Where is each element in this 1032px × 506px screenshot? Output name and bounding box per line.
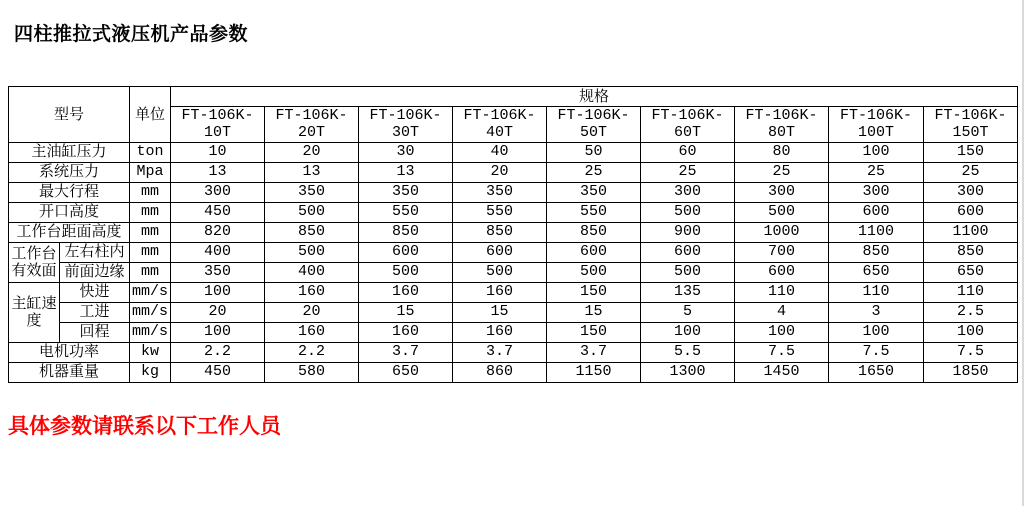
row-label-front-edge: 前面边缘 (60, 262, 130, 282)
value-cell: 100 (171, 322, 265, 342)
row-label-work-advance: 工进 (60, 302, 130, 322)
value-cell: 500 (359, 262, 453, 282)
value-cell: 5 (641, 302, 735, 322)
value-cell: 160 (359, 282, 453, 302)
value-cell: 10 (171, 142, 265, 162)
value-cell: 820 (171, 222, 265, 242)
value-cell: 13 (265, 162, 359, 182)
model-column-header: FT-106K-60T (641, 107, 735, 143)
row-label-return-stroke: 回程 (60, 322, 130, 342)
value-cell: 20 (265, 302, 359, 322)
header-unit: 单位 (130, 87, 171, 143)
value-cell: 100 (735, 322, 829, 342)
value-cell: 110 (829, 282, 924, 302)
table-row (9, 202, 1018, 222)
value-cell: 3.7 (547, 342, 641, 362)
value-cell: 550 (359, 202, 453, 222)
value-cell: 30 (359, 142, 453, 162)
value-cell: 40 (453, 142, 547, 162)
value-cell: 400 (265, 262, 359, 282)
value-cell: 160 (265, 282, 359, 302)
unit-cell: Mpa (130, 162, 171, 182)
value-cell: 500 (265, 242, 359, 262)
value-cell: 600 (453, 242, 547, 262)
value-cell: 300 (171, 182, 265, 202)
value-cell: 450 (171, 202, 265, 222)
model-column-header: FT-106K-20T (265, 107, 359, 143)
value-cell: 500 (265, 202, 359, 222)
table-row (9, 182, 1018, 202)
unit-cell: mm (130, 222, 171, 242)
value-cell: 900 (641, 222, 735, 242)
row-label-main-oil-cylinder-pressure: 主油缸压力 (9, 142, 130, 162)
value-cell: 25 (924, 162, 1018, 182)
table-row (9, 342, 1018, 362)
value-cell: 80 (735, 142, 829, 162)
value-cell: 400 (171, 242, 265, 262)
unit-cell: mm (130, 202, 171, 222)
value-cell: 600 (359, 242, 453, 262)
value-cell: 550 (453, 202, 547, 222)
value-cell: 300 (641, 182, 735, 202)
row-label-motor-power: 电机功率 (9, 342, 130, 362)
model-column-header: FT-106K-100T (829, 107, 924, 143)
value-cell: 160 (265, 322, 359, 342)
row-label-worktable-surface-height: 工作台距面高度 (9, 222, 130, 242)
value-cell: 160 (453, 322, 547, 342)
value-cell: 600 (735, 262, 829, 282)
value-cell: 25 (547, 162, 641, 182)
value-cell: 350 (547, 182, 641, 202)
value-cell: 13 (359, 162, 453, 182)
value-cell: 1100 (924, 222, 1018, 242)
value-cell: 850 (453, 222, 547, 242)
value-cell: 100 (641, 322, 735, 342)
row-label-machine-weight: 机器重量 (9, 362, 130, 382)
model-column-header: FT-106K-50T (547, 107, 641, 143)
value-cell: 1000 (735, 222, 829, 242)
value-cell: 3 (829, 302, 924, 322)
value-cell: 4 (735, 302, 829, 322)
value-cell: 15 (547, 302, 641, 322)
value-cell: 500 (641, 202, 735, 222)
unit-cell: mm (130, 182, 171, 202)
value-cell: 100 (924, 322, 1018, 342)
value-cell: 100 (829, 322, 924, 342)
value-cell: 1650 (829, 362, 924, 382)
model-column-header: FT-106K-30T (359, 107, 453, 143)
value-cell: 15 (453, 302, 547, 322)
value-cell: 600 (547, 242, 641, 262)
table-row (9, 322, 1018, 342)
value-cell: 500 (735, 202, 829, 222)
value-cell: 160 (453, 282, 547, 302)
table-row (9, 302, 1018, 322)
value-cell: 25 (829, 162, 924, 182)
value-cell: 650 (829, 262, 924, 282)
spec-table (8, 86, 1018, 383)
value-cell: 1450 (735, 362, 829, 382)
model-column-header: FT-106K-40T (453, 107, 547, 143)
value-cell: 550 (547, 202, 641, 222)
value-cell: 110 (735, 282, 829, 302)
page-title: 四柱推拉式液压机产品参数 (14, 24, 249, 45)
value-cell: 1850 (924, 362, 1018, 382)
unit-cell: kw (130, 342, 171, 362)
value-cell: 20 (453, 162, 547, 182)
value-cell: 15 (359, 302, 453, 322)
group-label-main-cylinder-speed: 主缸速度 (9, 282, 60, 342)
unit-cell: mm/s (130, 322, 171, 342)
contact-note: 具体参数请联系以下工作人员 (8, 415, 281, 438)
value-cell: 650 (359, 362, 453, 382)
value-cell: 7.5 (735, 342, 829, 362)
value-cell: 300 (829, 182, 924, 202)
row-label-fast-advance: 快进 (60, 282, 130, 302)
value-cell: 600 (829, 202, 924, 222)
value-cell: 20 (265, 142, 359, 162)
value-cell: 150 (547, 322, 641, 342)
table-row (9, 242, 1018, 262)
value-cell: 20 (171, 302, 265, 322)
value-cell: 160 (359, 322, 453, 342)
value-cell: 25 (641, 162, 735, 182)
value-cell: 2.5 (924, 302, 1018, 322)
row-label-system-pressure: 系统压力 (9, 162, 130, 182)
value-cell: 600 (924, 202, 1018, 222)
unit-cell: ton (130, 142, 171, 162)
value-cell: 300 (924, 182, 1018, 202)
table-row (9, 142, 1018, 162)
row-label-opening-height: 开口高度 (9, 202, 130, 222)
unit-cell: mm/s (130, 282, 171, 302)
value-cell: 1300 (641, 362, 735, 382)
value-cell: 100 (171, 282, 265, 302)
table-header-row (9, 87, 1018, 107)
value-cell: 5.5 (641, 342, 735, 362)
table-row (9, 282, 1018, 302)
value-cell: 850 (924, 242, 1018, 262)
value-cell: 50 (547, 142, 641, 162)
value-cell: 13 (171, 162, 265, 182)
value-cell: 350 (171, 262, 265, 282)
row-label-max-stroke: 最大行程 (9, 182, 130, 202)
value-cell: 7.5 (924, 342, 1018, 362)
value-cell: 2.2 (265, 342, 359, 362)
value-cell: 25 (735, 162, 829, 182)
header-spec: 规格 (171, 87, 1018, 107)
value-cell: 2.2 (171, 342, 265, 362)
value-cell: 3.7 (359, 342, 453, 362)
value-cell: 500 (453, 262, 547, 282)
value-cell: 135 (641, 282, 735, 302)
value-cell: 100 (829, 142, 924, 162)
value-cell: 350 (453, 182, 547, 202)
value-cell: 450 (171, 362, 265, 382)
value-cell: 3.7 (453, 342, 547, 362)
value-cell: 350 (359, 182, 453, 202)
value-cell: 300 (735, 182, 829, 202)
table-row (9, 222, 1018, 242)
unit-cell: mm/s (130, 302, 171, 322)
value-cell: 60 (641, 142, 735, 162)
unit-cell: kg (130, 362, 171, 382)
value-cell: 850 (547, 222, 641, 242)
row-label-between-left-right-columns: 左右柱内 (60, 242, 130, 262)
value-cell: 500 (641, 262, 735, 282)
value-cell: 700 (735, 242, 829, 262)
value-cell: 350 (265, 182, 359, 202)
unit-cell: mm (130, 262, 171, 282)
value-cell: 600 (641, 242, 735, 262)
value-cell: 850 (829, 242, 924, 262)
group-label-worktable-effective-area: 工作台有效面 (9, 242, 60, 282)
value-cell: 7.5 (829, 342, 924, 362)
value-cell: 650 (924, 262, 1018, 282)
value-cell: 860 (453, 362, 547, 382)
model-column-header: FT-106K-80T (735, 107, 829, 143)
model-column-header: FT-106K-10T (171, 107, 265, 143)
value-cell: 850 (265, 222, 359, 242)
value-cell: 580 (265, 362, 359, 382)
value-cell: 150 (547, 282, 641, 302)
value-cell: 850 (359, 222, 453, 242)
table-row (9, 262, 1018, 282)
table-row (9, 162, 1018, 182)
value-cell: 110 (924, 282, 1018, 302)
table-row (9, 362, 1018, 382)
unit-cell: mm (130, 242, 171, 262)
model-column-header: FT-106K-150T (924, 107, 1018, 143)
value-cell: 1100 (829, 222, 924, 242)
header-model: 型号 (9, 87, 130, 143)
value-cell: 150 (924, 142, 1018, 162)
scrollbar[interactable] (1022, 0, 1024, 506)
value-cell: 1150 (547, 362, 641, 382)
value-cell: 500 (547, 262, 641, 282)
